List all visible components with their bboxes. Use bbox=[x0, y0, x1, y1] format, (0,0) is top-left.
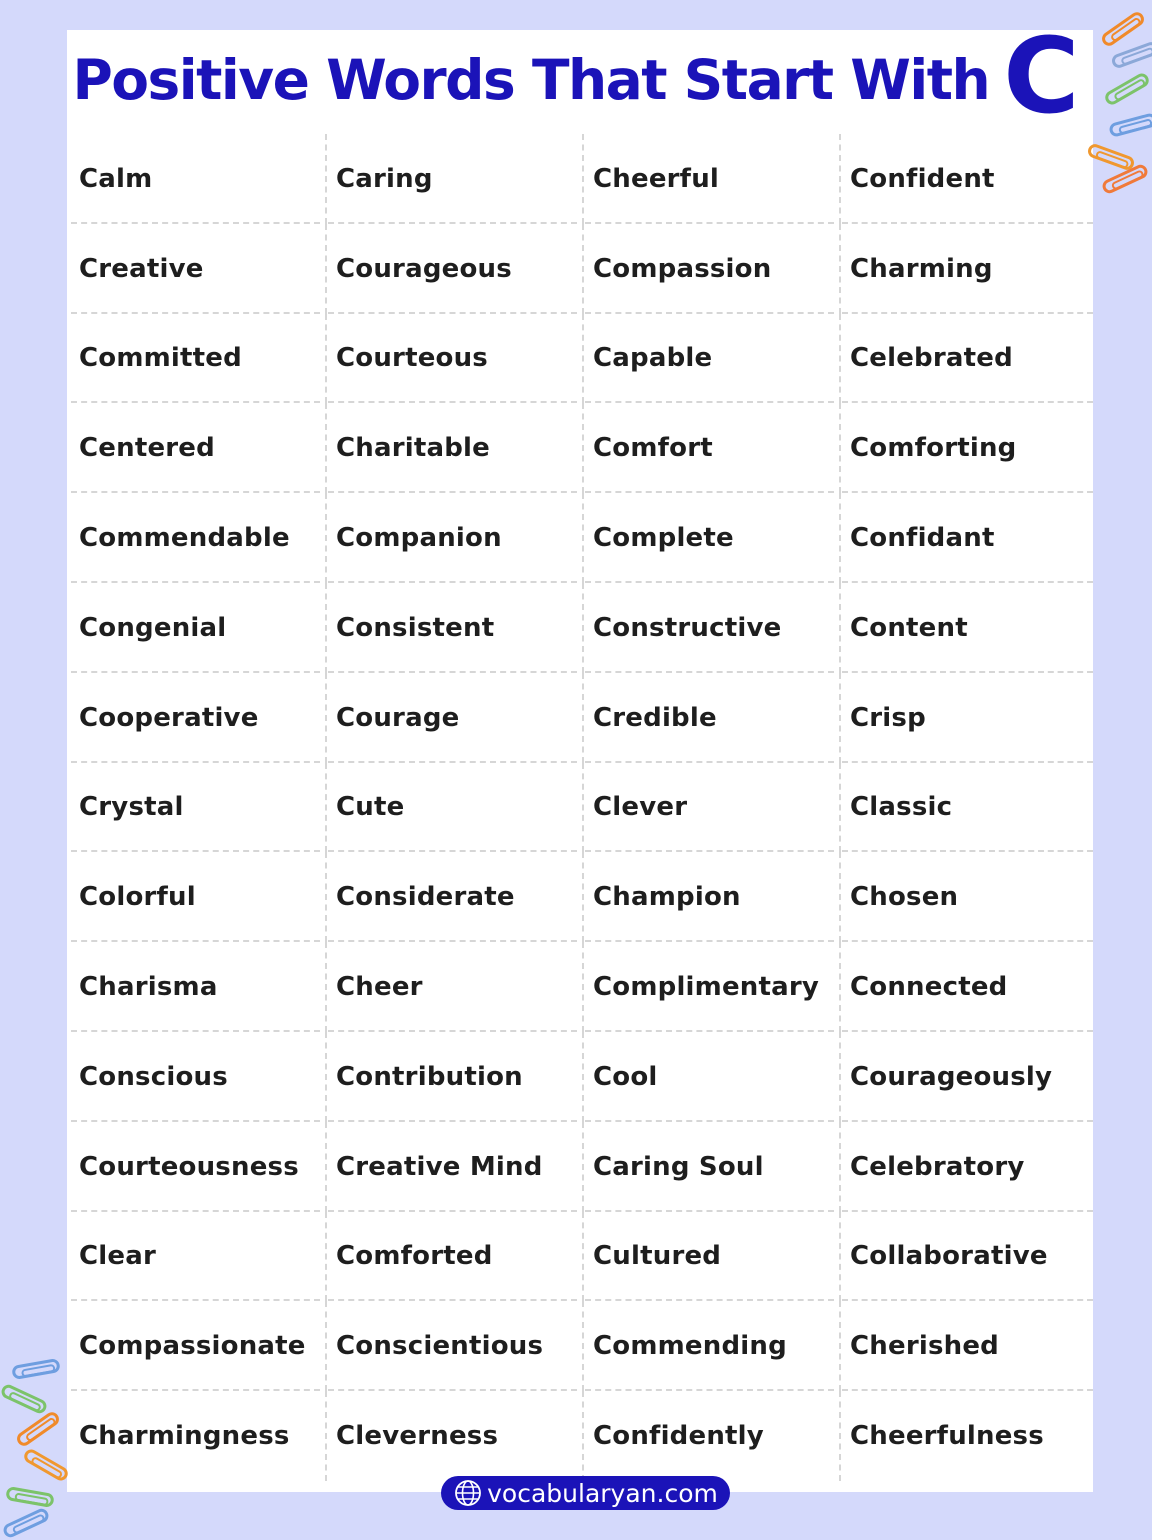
paperclip-icon bbox=[5, 1486, 55, 1508]
word-cell: Courageous bbox=[324, 224, 581, 314]
word-cell: Celebratory bbox=[838, 1122, 1097, 1212]
word-cell: Comforted bbox=[324, 1212, 581, 1302]
word-cell: Complimentary bbox=[581, 942, 838, 1032]
page-title bbox=[0, 15, 1152, 137]
word-cell: Charming bbox=[838, 224, 1097, 314]
word-cell: Centered bbox=[67, 403, 324, 493]
word-cell: Cleverness bbox=[324, 1391, 581, 1481]
word-cell: Confidently bbox=[581, 1391, 838, 1481]
word-cell: Credible bbox=[581, 673, 838, 763]
word-cell: Chosen bbox=[838, 852, 1097, 942]
word-cell: Clear bbox=[67, 1212, 324, 1302]
word-cell: Cultured bbox=[581, 1212, 838, 1302]
globe-icon bbox=[453, 1478, 483, 1508]
paperclip-icon bbox=[22, 1447, 71, 1483]
word-cell: Courteous bbox=[324, 314, 581, 404]
word-cell: Commending bbox=[581, 1301, 838, 1391]
page-title-text: Positive Words That Start With bbox=[72, 48, 990, 112]
word-cell: Creative bbox=[67, 224, 324, 314]
word-cell: Clever bbox=[581, 763, 838, 853]
word-cell: Complete bbox=[581, 493, 838, 583]
word-cell: Crisp bbox=[838, 673, 1097, 763]
word-cell: Courageously bbox=[838, 1032, 1097, 1122]
word-cell: Cheerfulness bbox=[838, 1391, 1097, 1481]
word-cell: Crystal bbox=[67, 763, 324, 853]
paperclip-icon bbox=[14, 1410, 61, 1449]
word-cell: Caring bbox=[324, 134, 581, 224]
word-cell: Commendable bbox=[67, 493, 324, 583]
word-cell: Calm bbox=[67, 134, 324, 224]
word-cell: Charisma bbox=[67, 942, 324, 1032]
word-cell: Cheer bbox=[324, 942, 581, 1032]
word-cell: Companion bbox=[324, 493, 581, 583]
word-cell: Cheerful bbox=[581, 134, 838, 224]
word-cell: Connected bbox=[838, 942, 1097, 1032]
paperclip-icon bbox=[0, 1383, 49, 1416]
word-cell: Champion bbox=[581, 852, 838, 942]
word-cell: Caring Soul bbox=[581, 1122, 838, 1212]
word-cell: Creative Mind bbox=[324, 1122, 581, 1212]
paperclip-icon bbox=[1, 1507, 50, 1540]
word-cell: Comforting bbox=[838, 403, 1097, 493]
word-cell: Colorful bbox=[67, 852, 324, 942]
word-cell: Constructive bbox=[581, 583, 838, 673]
website-pill[interactable] bbox=[441, 1476, 730, 1510]
word-cell: Committed bbox=[67, 314, 324, 404]
word-cell: Congenial bbox=[67, 583, 324, 673]
paperclip-icon bbox=[1100, 163, 1149, 196]
word-cell: Courteousness bbox=[67, 1122, 324, 1212]
website-url: vocabularyan.com bbox=[487, 1478, 718, 1508]
word-cell: Conscious bbox=[67, 1032, 324, 1122]
word-cell: Charitable bbox=[324, 403, 581, 493]
word-cell: Collaborative bbox=[838, 1212, 1097, 1302]
word-cell: Classic bbox=[838, 763, 1097, 853]
word-cell: Cooperative bbox=[67, 673, 324, 763]
page-title-letter: C bbox=[1003, 15, 1080, 137]
word-cell: Contribution bbox=[324, 1032, 581, 1122]
word-cell: Charmingness bbox=[79, 1421, 290, 1452]
word-cell: Confident bbox=[838, 134, 1097, 224]
word-cell: Comfort bbox=[581, 403, 838, 493]
word-cell: Celebrated bbox=[838, 314, 1097, 404]
word-cell: Cherished bbox=[838, 1301, 1097, 1391]
paperclip-icon bbox=[11, 1358, 61, 1380]
word-cell: Conscientious bbox=[324, 1301, 581, 1391]
word-cell: Considerate bbox=[324, 852, 581, 942]
word-cell: Courage bbox=[324, 673, 581, 763]
word-cell: Consistent bbox=[324, 583, 581, 673]
word-cell: Confidant bbox=[838, 493, 1097, 583]
word-cell: Cool bbox=[581, 1032, 838, 1122]
word-cell: Cute bbox=[324, 763, 581, 853]
word-cell: Compassion bbox=[581, 224, 838, 314]
word-cell: Capable bbox=[581, 314, 838, 404]
word-cell: Content bbox=[838, 583, 1097, 673]
paperclips-bottom-left bbox=[0, 1350, 75, 1536]
word-cell: Compassionate bbox=[67, 1301, 324, 1391]
word-grid bbox=[67, 134, 1097, 1481]
